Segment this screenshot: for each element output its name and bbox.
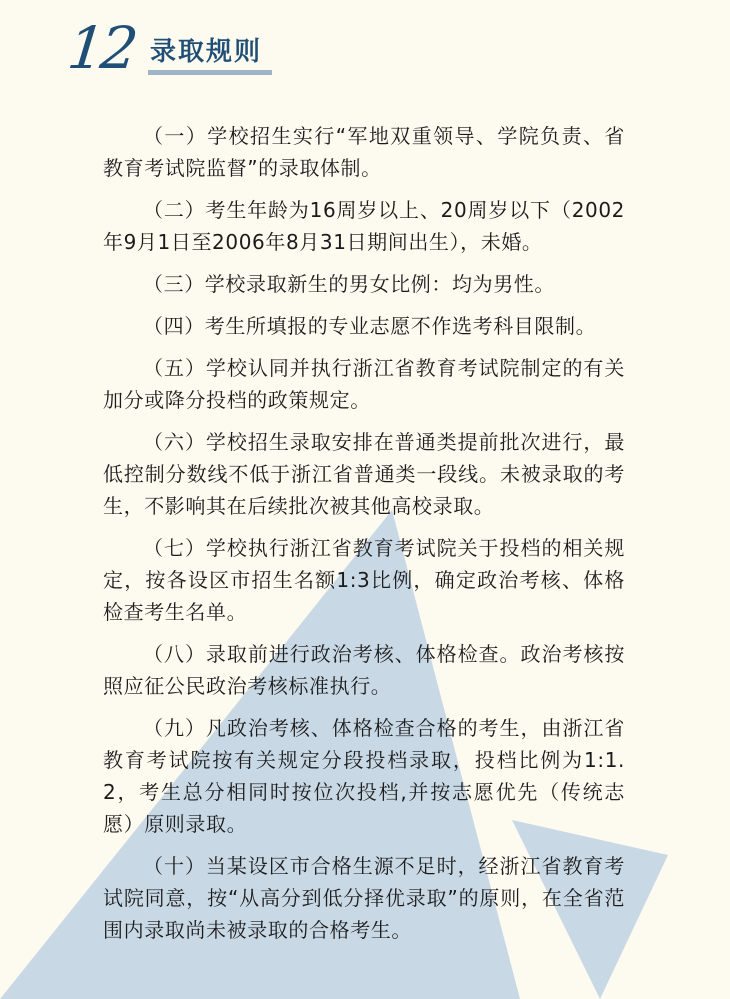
rule-9: （九）凡政治考核、体格检查合格的考生，由浙江省教育考试院按有关规定分段投档录取，投档比例为1:1.2，考生总分相同时按位次投档,并按志愿优先（传统志愿）原则录取。 bbox=[103, 716, 625, 836]
rules-content bbox=[103, 120, 625, 956]
rule-3: （三）学校录取新生的男女比例：均为男性。 bbox=[143, 272, 555, 296]
section-title: 录取规则 bbox=[150, 37, 263, 67]
rule-1: （一）学校招生实行“军地双重领导、学院负责、省教育考试院监督”的录取体制。 bbox=[103, 124, 625, 180]
section-number: 12 bbox=[64, 14, 138, 82]
rule-7: （七）学校执行浙江省教育考试院关于投档的相关规定，按各设区市招生名额1:3比例，确定政治考核、体格检查考生名单。 bbox=[103, 536, 625, 624]
rule-8: （八）录取前进行政治考核、体格检查。政治考核按照应征公民政治考核标准执行。 bbox=[103, 642, 625, 698]
rule-4: （四）考生所填报的专业志愿不作选考科目限制。 bbox=[143, 314, 597, 338]
rule-2: （二）考生年龄为16周岁以上、20周岁以下（2002年9月1日至2006年8月31日期间出生），未婚。 bbox=[103, 198, 625, 254]
title-underline bbox=[148, 70, 272, 75]
rule-5: （五）学校认同并执行浙江省教育考试院制定的有关加分或降分投档的政策规定。 bbox=[103, 356, 625, 412]
rule-6: （六）学校招生录取安排在普通类提前批次进行，最低控制分数线不低于浙江省普通类一段线。未被录取的考生，不影响其在后续批次被其他高校录取。 bbox=[103, 430, 625, 518]
rule-10: （十）当某设区市合格生源不足时，经浙江省教育考试院同意，按“从高分到低分择优录取”的原则，在全省范围内录取尚未被录取的合格考生。 bbox=[103, 854, 625, 942]
